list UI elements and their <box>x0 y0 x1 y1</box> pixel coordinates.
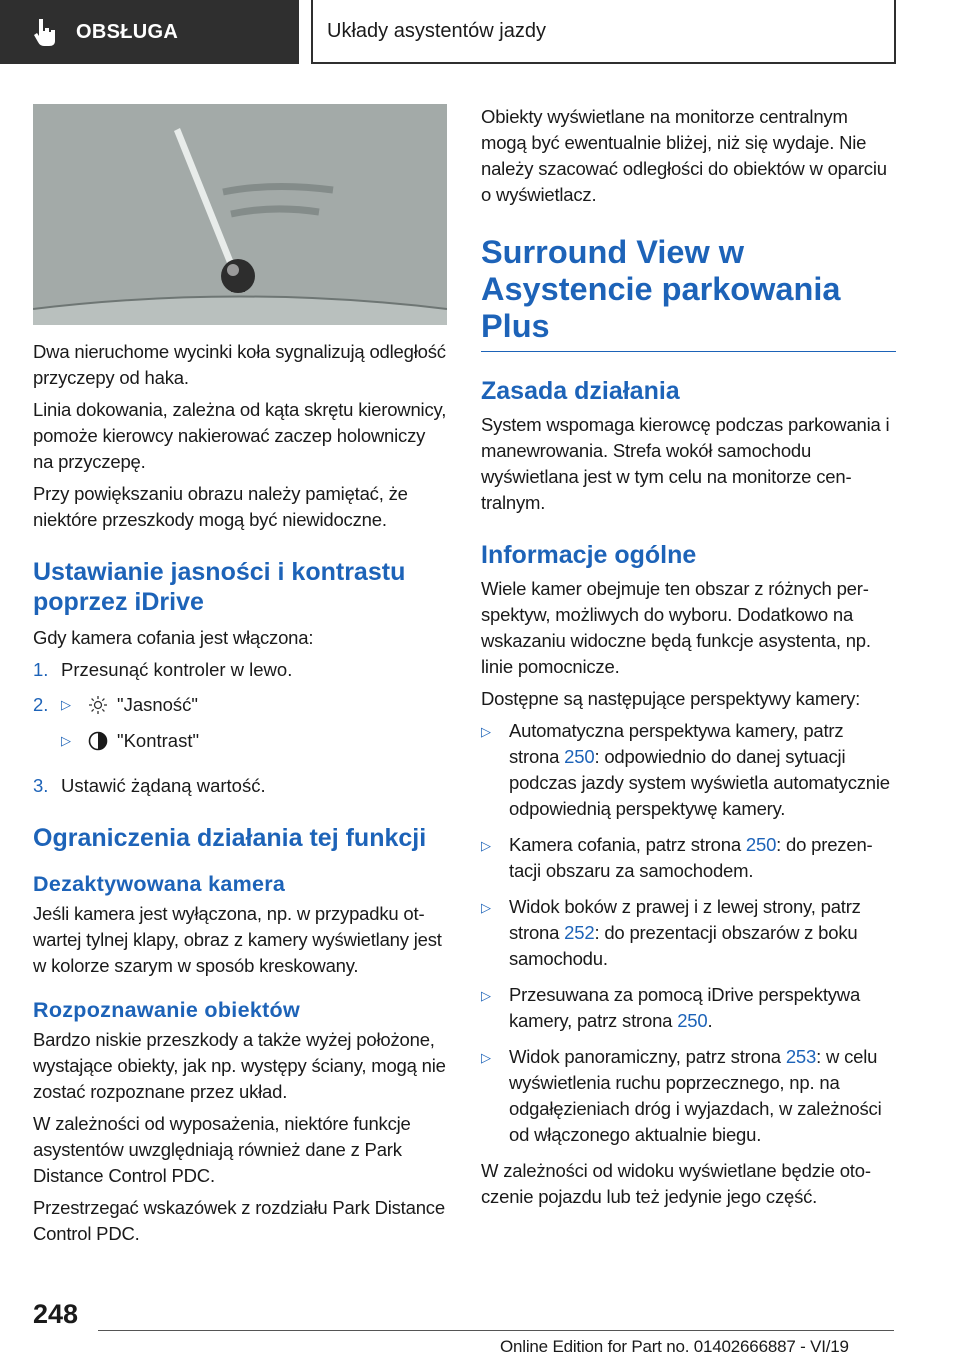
triangle-bullet-icon: ▷ <box>61 697 71 712</box>
triangle-bullet-icon: ▷ <box>61 733 71 748</box>
page-link[interactable]: 250 <box>564 746 595 767</box>
heading-general-info: Informacje ogólne <box>481 541 697 569</box>
footer-edition: Online Edition for Part no. 01402666887 - VI/19 <box>500 1337 849 1356</box>
section-title: OBSŁUGA <box>76 20 179 43</box>
list-item: ▷ Widok panoramiczny, patrz strona 253: w celu wyświetlenia ruchu poprzecznego, np. na odgałęzieniach dróg i wyjazdach, w zależności od włączonego aktualnie biegu. <box>481 1044 896 1148</box>
step-number: 2. <box>33 694 49 715</box>
contrast-icon <box>87 730 109 752</box>
triangle-bullet-icon: ▷ <box>481 900 491 915</box>
header-section-tab <box>0 0 299 64</box>
para-principle: System wspomaga kierowcę podczas parkowania i manewrowania. Strefa wokół samochodu wyświetlana jest w tym celu na monitorze centralnym. <box>481 414 890 513</box>
step-item <box>33 773 448 799</box>
sub-item-label: "Kontrast" <box>117 730 200 751</box>
heading-brightness-contrast: Ustawianie jasności i kontrastu poprzez iDrive <box>33 558 406 616</box>
step-number: 3. <box>33 775 49 796</box>
heading-principle: Zasada działania <box>481 377 680 405</box>
camera-view-figure <box>33 104 447 325</box>
para-recognition-2: W zależności od wyposażenia, niektóre funkcje asystentów uwzględniają również dane z Park Distance Control PDC. <box>33 1113 411 1186</box>
step-text: Ustawić żądaną wartość. <box>61 775 266 796</box>
para-general-info: Wiele kamer obejmuje ten obszar z różnych perspektyw, możliwych do wyboru. Dodatkowo na wskazaniu widoczne będą funkcje asystenta, np. linie pomocnicze. <box>481 578 871 677</box>
step-item <box>33 657 448 683</box>
sub-item-label: "Jasność" <box>117 694 199 715</box>
header-chapter-box <box>311 0 896 64</box>
footer-divider <box>98 1330 894 1331</box>
para-available-perspectives: Dostępne są następujące perspektywy kamery: <box>481 688 861 709</box>
perspectives-list <box>481 718 896 1148</box>
triangle-bullet-icon: ▷ <box>481 1050 491 1065</box>
step-text: Przesunąć kontroler w lewo. <box>61 659 293 680</box>
triangle-bullet-icon: ▷ <box>481 838 491 853</box>
triangle-bullet-icon: ▷ <box>481 724 491 739</box>
heading-surround-view: Surround View w Asystencie parkowania Plus <box>481 234 896 352</box>
step-number: 1. <box>33 659 49 680</box>
para-objects-closer: Obiekty wyświetlane na monitorze centralnym mogą być ewentualnie bliżej, niż się wydaje. Nie należy szacować odległości do obiektów w oparciu o wyświetlacz. <box>481 106 887 205</box>
heading-camera-disabled: Dezaktywowana kamera <box>33 872 286 896</box>
para-camera-on: Gdy kamera cofania jest włączona: <box>33 627 314 648</box>
para-depending-view: W zależności od widoku wyświetlane będzie otoczenie pojazdu lub też jedynie jego część. <box>481 1160 871 1207</box>
para-zoom-warning: Przy powiększaniu obrazu należy pamiętać, że niektóre przeszkody mogą być niewidoczne. <box>33 483 408 530</box>
sun-icon <box>87 694 109 716</box>
para-distance-segments: Dwa nieruchome wycinki koła sygnalizują odległość przyczepy od haka. <box>33 341 446 388</box>
step-item <box>33 692 448 764</box>
page-link[interactable]: 253 <box>785 1046 817 1067</box>
right-column <box>481 104 896 1216</box>
page-link[interactable]: 250 <box>677 1010 708 1031</box>
sub-list <box>61 692 199 764</box>
list-item: ▷ Kamera cofania, patrz strona 250: do prezentacji obszaru za samochodem. <box>481 832 896 884</box>
heading-object-recognition: Rozpoznawanie obiektów <box>33 998 301 1022</box>
sub-item-contrast <box>61 728 199 754</box>
page-link[interactable]: 252 <box>564 922 595 943</box>
para-recognition-3: Przestrzegać wskazówek z rozdziału Park Distance Control PDC. <box>33 1197 445 1244</box>
left-column <box>33 104 448 1253</box>
para-recognition-1: Bardzo niskie przeszkody a także wyżej położone, wystające obiekty, jak np. występy ściany, mogą nie zostać rozpoznane przez układ. <box>33 1029 446 1102</box>
para-docking-line: Linia dokowania, zależna od kąta skrętu kierownicy, pomoże kierowcy nakierować zaczep holowniczy na przyczepę. <box>33 399 447 472</box>
para-camera-disabled: Jeśli kamera jest wyłączona, np. w przypadku otwartej tylnej klapy, obraz z kamery wyświetlany jest w kolorze szarym w sposób kreskowany. <box>33 903 442 976</box>
list-item: ▷ Przesuwana za pomocą iDrive perspektywa kamery, patrz strona 250. <box>481 982 896 1034</box>
hand-pointer-icon <box>28 15 62 49</box>
page-link[interactable]: 250 <box>745 834 777 855</box>
chapter-title: Układy asystentów jazdy <box>327 19 546 42</box>
steps-list <box>33 657 448 799</box>
list-item: ▷ Widok boków z prawej i z lewej strony, patrz strona 252: do prezentacji obszarów z boku samochodu. <box>481 894 896 972</box>
triangle-bullet-icon: ▷ <box>481 988 491 1003</box>
list-item: ▷ Automatyczna perspektywa kamery, patrz strona 250: odpowiednio do danej sytuacji podczas jazdy system wyświetla automatycznie odpowiednią perspektywę kamery. <box>481 718 896 822</box>
sub-item-brightness <box>61 692 199 718</box>
heading-limitations: Ograniczenia działania tej funkcji <box>33 824 427 852</box>
page-number: 248 <box>33 1299 79 1329</box>
